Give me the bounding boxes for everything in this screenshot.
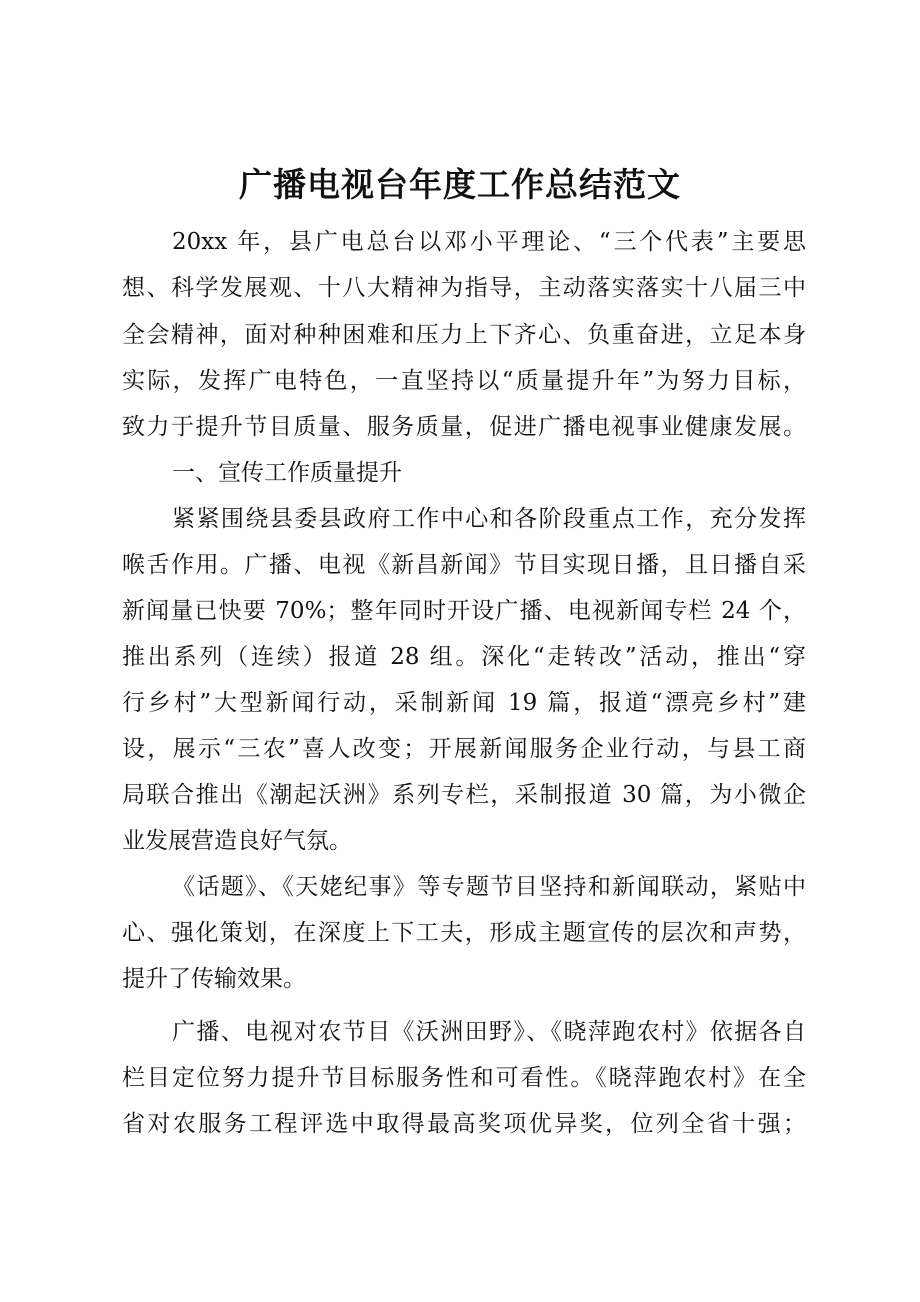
paragraph-line: 提升了传输效果。 [122, 966, 306, 992]
paragraph-line: 《话题》、《天姥纪事》等专题节目坚持和新闻联动，紧贴中 [172, 874, 806, 900]
section-heading: 一、宣传工作质量提升 [172, 460, 402, 486]
paragraph-line: 推出系列（连续）报道 28 组。深化“走转改”活动，推出“穿 [122, 644, 806, 670]
document-title: 广播电视台年度工作总结范文 [239, 165, 681, 204]
paragraph-line: 省对农服务工程评选中取得最高奖项优异奖，位列全省十强； [122, 1111, 806, 1137]
paragraph-line: 新闻量已快要 70%；整年同时开设广播、电视新闻专栏 24 个， [122, 598, 806, 624]
paragraph-line: 紧紧围绕县委县政府工作中心和各阶段重点工作，充分发挥 [172, 506, 806, 532]
paragraph-line: 栏目定位努力提升节目标服务性和可看性。《晓萍跑农村》在全 [122, 1065, 806, 1091]
paragraph-line: 行乡村”大型新闻行动，采制新闻 19 篇，报道“漂亮乡村”建 [122, 690, 806, 716]
paragraph-line: 局联合推出《潮起沃洲》系列专栏，采制报道 30 篇，为小微企 [122, 782, 806, 808]
paragraph-line: 致力于提升节目质量、服务质量，促进广播电视事业健康发展。 [122, 414, 806, 440]
paragraph-line: 实际，发挥广电特色，一直坚持以“质量提升年”为努力目标， [122, 368, 806, 394]
paragraph-line: 喉舌作用。广播、电视《新昌新闻》节目实现日播，且日播自采 [122, 552, 806, 578]
paragraph-line: 业发展营造良好气氛。 [122, 828, 352, 854]
paragraph-line: 想、科学发展观、十八大精神为指导，主动落实落实十八届三中 [122, 275, 806, 301]
paragraph-line: 广播、电视对农节目《沃洲田野》、《晓萍跑农村》依据各自 [172, 1019, 806, 1045]
paragraph-line: 全会精神，面对种种困难和压力上下齐心、负重奋进，立足本身 [122, 322, 806, 348]
paragraph-line: 20xx 年，县广电总台以邓小平理论、“三个代表”主要思 [172, 229, 806, 255]
paragraph-line: 心、强化策划，在深度上下工夫，形成主题宣传的层次和声势， [122, 920, 806, 946]
paragraph-line: 设，展示“三农”喜人改变；开展新闻服务企业行动，与县工商 [122, 736, 806, 762]
